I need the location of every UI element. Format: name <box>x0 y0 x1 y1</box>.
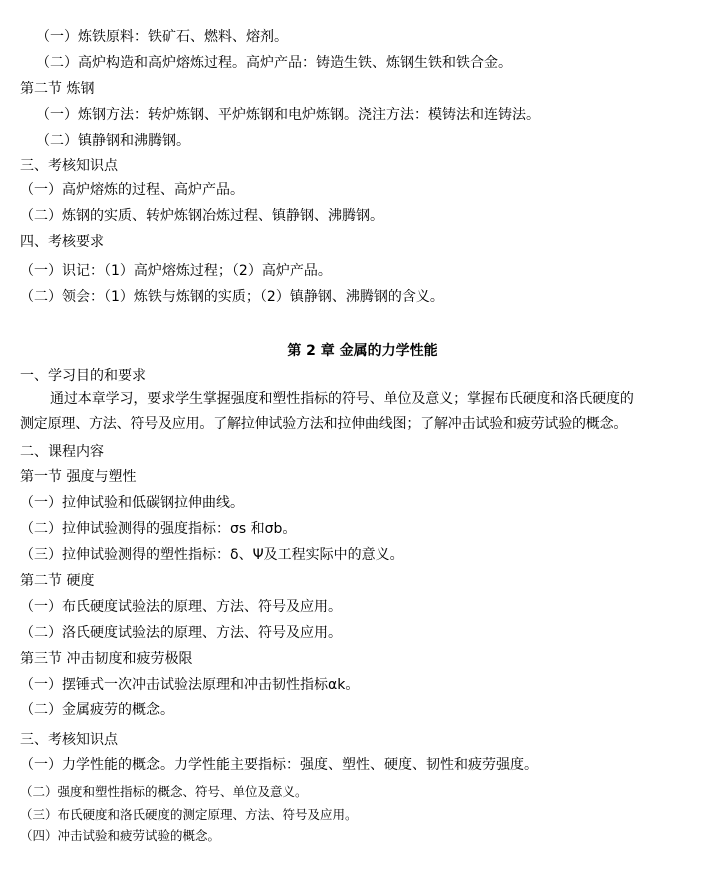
text-line: （一）拉伸试验和低碳钢拉伸曲线。 <box>20 495 244 511</box>
text-line: （一）炼铁原料：铁矿石、燃料、熔剂。 <box>36 29 288 45</box>
section-heading: 第二节 炼钢 <box>20 81 95 97</box>
text-line: （一）识记：（1）高炉熔炼过程；（2）高炉产品。 <box>20 263 332 279</box>
text-line: （一）高炉熔炼的过程、高炉产品。 <box>20 182 244 198</box>
text-line: （一）炼钢方法：转炉炼钢、平炉炼钢和电炉炼钢。浇注方法：模铸法和连铸法。 <box>36 107 540 123</box>
text-line: （二）高炉构造和高炉熔炼过程。高炉产品：铸造生铁、炼钢生铁和铁合金。 <box>36 55 512 71</box>
text-line: （二）洛氏硬度试验法的原理、方法、符号及应用。 <box>20 625 342 641</box>
text-line: （一）力学性能的概念。力学性能主要指标：强度、塑性、硬度、韧性和疲劳强度。 <box>20 757 538 773</box>
paragraph-line: 通过本章学习，要求学生掌握强度和塑性指标的符号、单位及意义；掌握布氏硬度和洛氏硬度的 <box>50 391 634 407</box>
section-heading: 一、学习目的和要求 <box>20 368 146 384</box>
text-line: （三）拉伸试验测得的塑性指标：δ、Ψ及工程实际中的意义。 <box>20 547 404 563</box>
section-heading: 三、考核知识点 <box>20 732 118 748</box>
section-heading: 四、考核要求 <box>20 234 104 250</box>
chapter-title: 第 2 章 金属的力学性能 <box>287 343 438 359</box>
text-line: （四）冲击试验和疲劳试验的概念。 <box>20 828 221 843</box>
section-heading: 第三节 冲击韧度和疲劳极限 <box>20 651 193 667</box>
text-line: （三）布氏硬度和洛氏硬度的测定原理、方法、符号及应用。 <box>20 807 358 822</box>
text-line: （二）强度和塑性指标的概念、符号、单位及意义。 <box>20 784 308 799</box>
section-heading: 三、考核知识点 <box>20 158 118 174</box>
text-line: （二）镇静钢和沸腾钢。 <box>36 133 190 149</box>
paragraph-line: 测定原理、方法、符号及应用。了解拉伸试验方法和拉伸曲线图；了解冲击试验和疲劳试验的概念。 <box>20 416 628 432</box>
section-heading: 二、课程内容 <box>20 444 104 460</box>
text-line: （一）布氏硬度试验法的原理、方法、符号及应用。 <box>20 599 342 615</box>
text-line: （二）领会：（1）炼铁与炼钢的实质；（2）镇静钢、沸腾钢的含义。 <box>20 289 444 305</box>
text-line: （二）金属疲劳的概念。 <box>20 702 174 718</box>
section-heading: 第二节 硬度 <box>20 573 95 589</box>
text-line: （二）拉伸试验测得的强度指标：σs 和σb。 <box>20 521 297 537</box>
section-heading: 第一节 强度与塑性 <box>20 469 137 485</box>
text-line: （二）炼钢的实质、转炉炼钢冶炼过程、镇静钢、沸腾钢。 <box>20 208 384 224</box>
text-line: （一）摆锤式一次冲击试验法原理和冲击韧性指标αk。 <box>20 677 360 693</box>
